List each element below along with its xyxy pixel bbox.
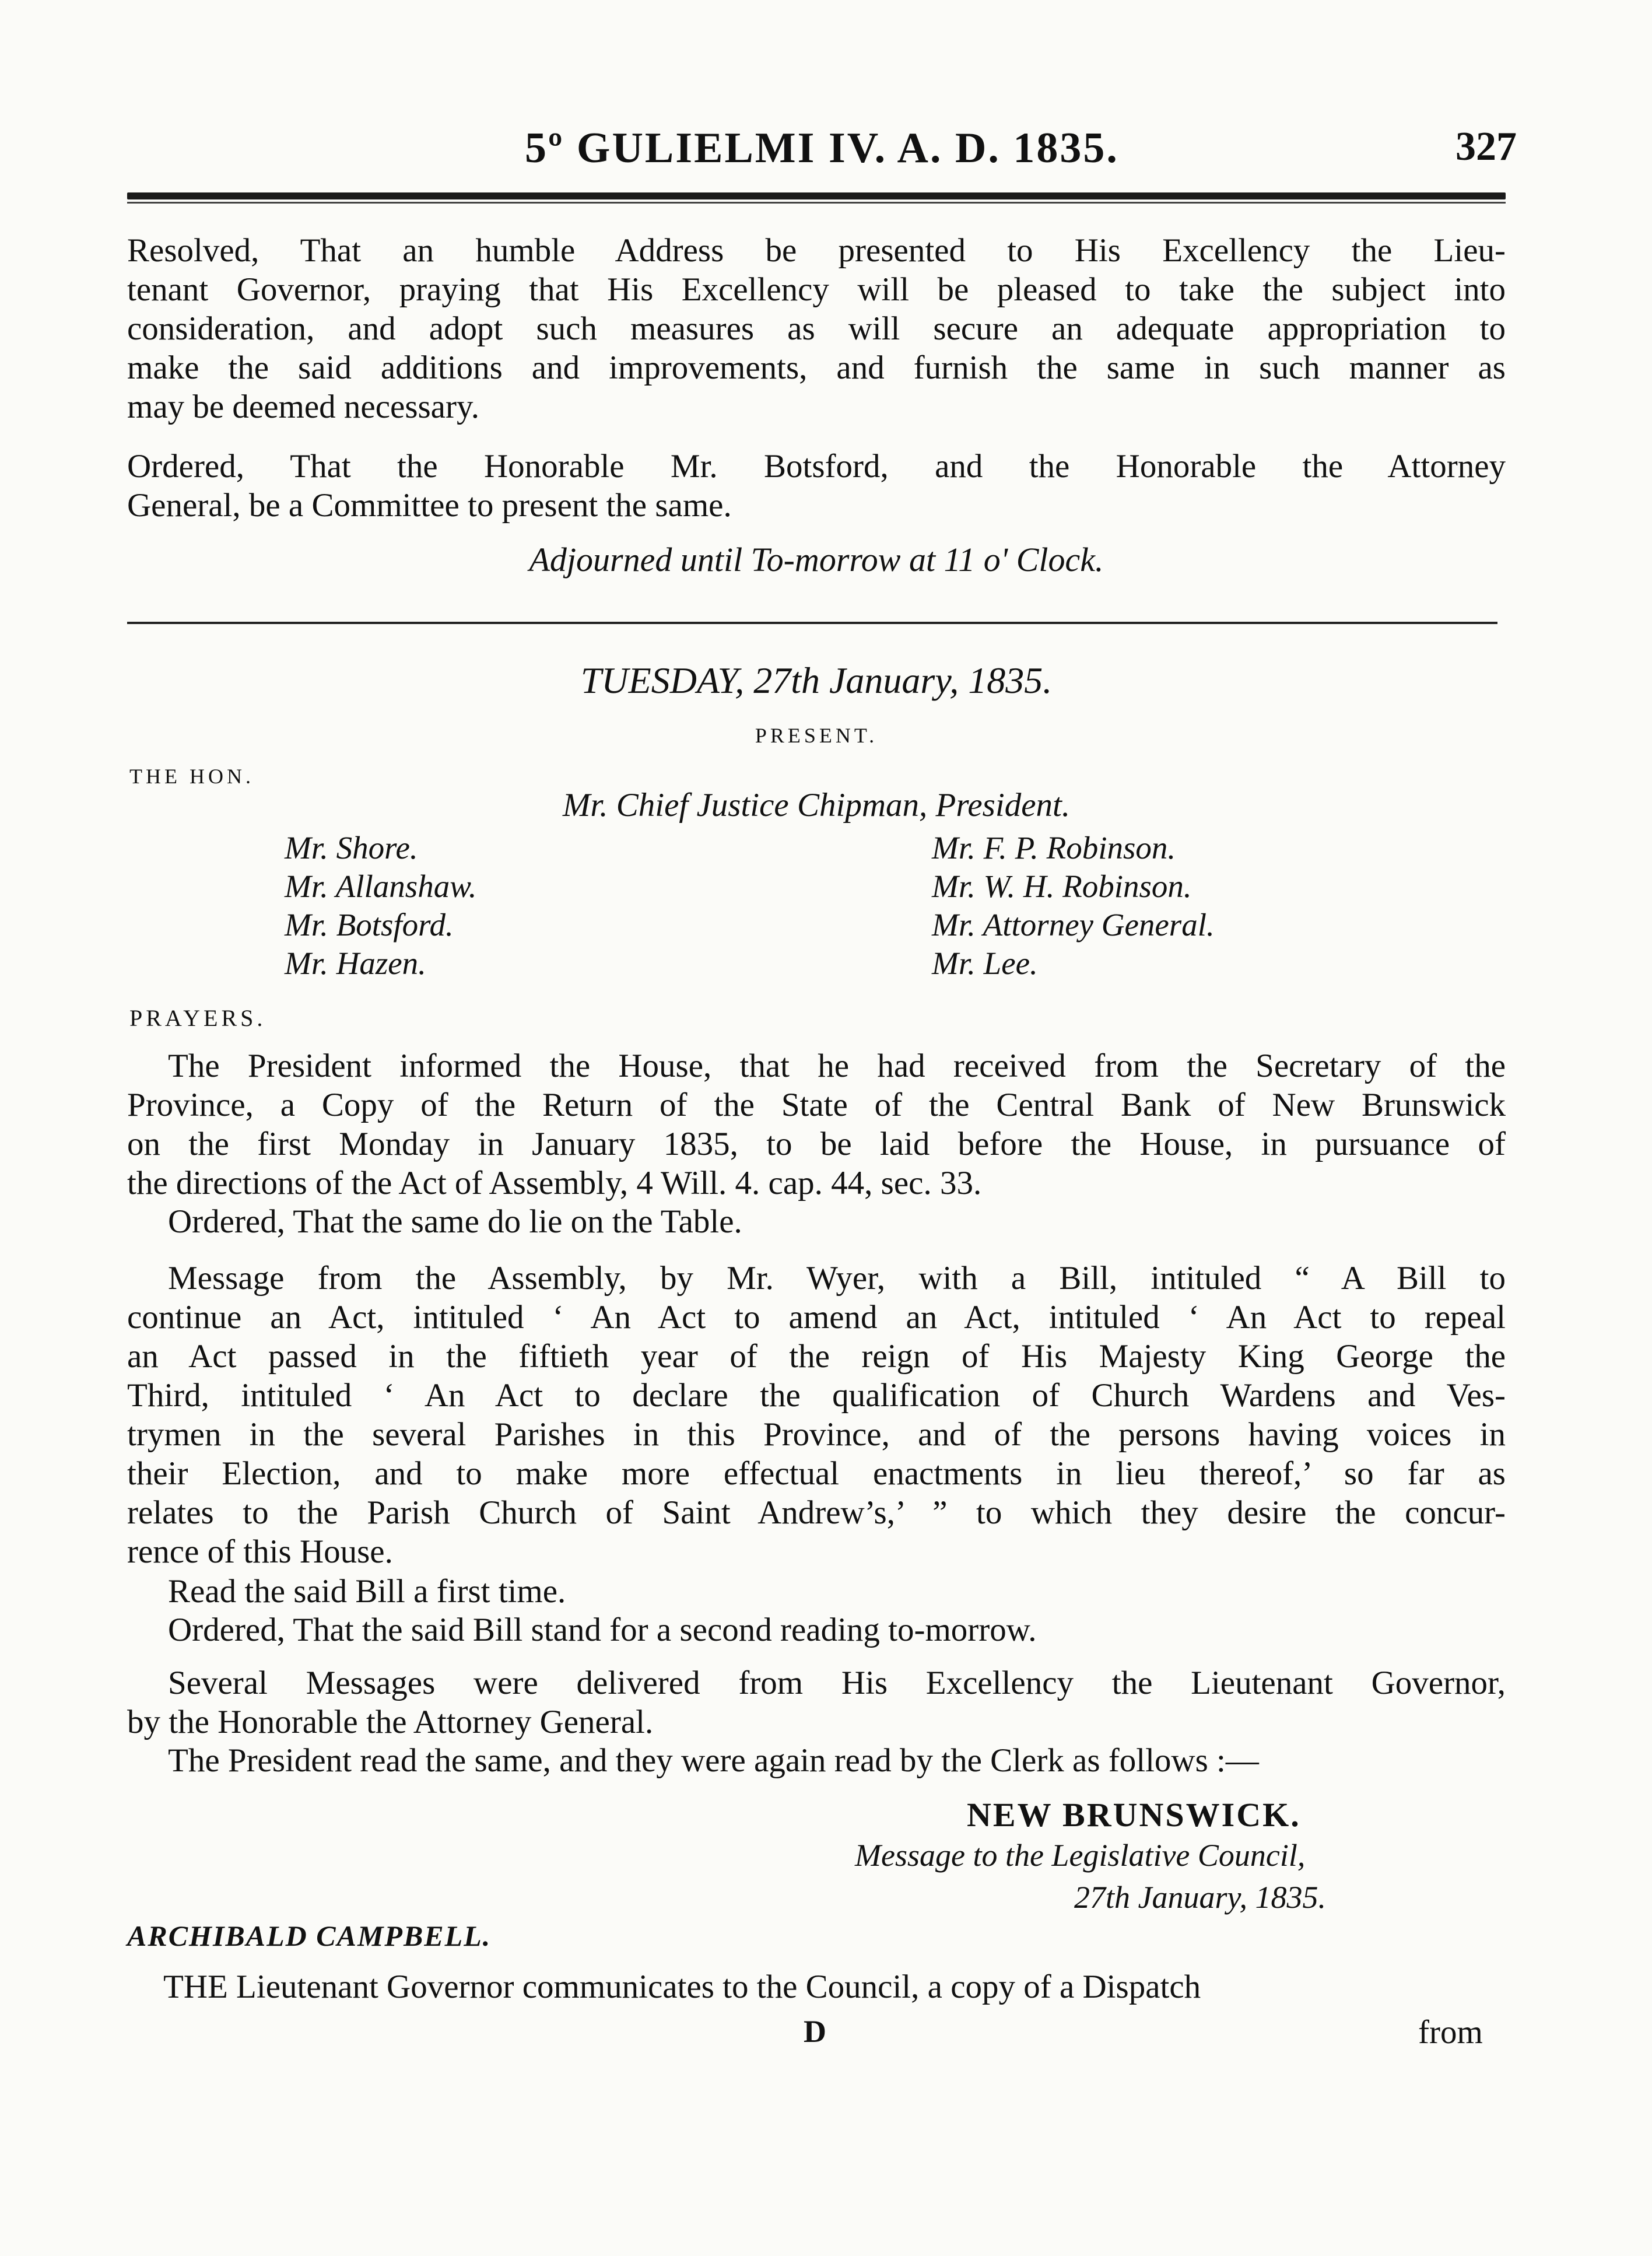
text-line: the directions of the Act of Assembly, 4 Will. 4. cap. 44, sec. 33. (127, 1165, 982, 1201)
text-line: their Election, and to make more effectual enactments in lieu thereof,’ so far as (127, 1455, 1506, 1492)
text-line: trymen in the several Parishes in this Province, and of the persons having voices in (127, 1416, 1506, 1453)
ordered-committee-paragraph (127, 447, 1506, 525)
header-rule-thin (127, 202, 1506, 204)
present-label: PRESENT. (755, 724, 878, 747)
president-read-line: The President read the same, and they were again read by the Clerk as follows :— (168, 1742, 1259, 1779)
ordered-second-line: Ordered, That the said Bill stand for a second reading to-morrow. (168, 1612, 1037, 1648)
president-line: Mr. Chief Justice Chipman, President. (562, 787, 1071, 824)
hon-label: THE HON. (129, 765, 254, 788)
text-line: Third, intituled ‘ An Act to declare the qualification of Church Wardens and Ves- (127, 1377, 1506, 1414)
member-right: Mr. W. H. Robinson. (932, 868, 1192, 904)
text-line: on the first Monday in January 1835, to be laid before the House, in pursuance of (127, 1126, 1506, 1162)
read-first-line: Read the said Bill a first time. (168, 1573, 566, 1610)
text-line: The President informed the House, that he had received from the Secretary of the (168, 1048, 1506, 1084)
text-line: continue an Act, intituled ‘ An Act to amend an Act, intituled ‘ An Act to repeal (127, 1299, 1506, 1336)
member-left: Mr. Hazen. (285, 945, 426, 981)
signature-mark: D (804, 2014, 826, 2049)
member-right: Mr. F. P. Robinson. (932, 830, 1176, 866)
running-title: 5º GULIELMI IV. A. D. 1835. (525, 124, 1119, 172)
message-paragraph (127, 1259, 1506, 1571)
text-line: General, be a Committee to present the same. (127, 487, 732, 524)
message-recipient: Message to the Legislative Council, (855, 1838, 1306, 1873)
sitting-date-heading: TUESDAY, 27th January, 1835. (580, 660, 1053, 701)
resolved-paragraph (127, 231, 1506, 426)
member-right: Mr. Lee. (932, 945, 1038, 981)
text-line: by the Honorable the Attorney General. (127, 1704, 654, 1740)
member-left: Mr. Shore. (285, 830, 418, 866)
text-line: Province, a Copy of the Return of the State of the Central Bank of New Brunswick (127, 1087, 1506, 1123)
text-line: an Act passed in the fiftieth year of the reign of His Majesty King George the (127, 1338, 1506, 1375)
text-line: Message from the Assembly, by Mr. Wyer, with a Bill, intituled “ A Bill to (168, 1260, 1506, 1297)
text-line: make the said additions and improvements, and furnish the same in such manner as (127, 349, 1506, 386)
ordered-table-line: Ordered, That the same do lie on the Table. (168, 1203, 742, 1240)
signatory-name: ARCHIBALD CAMPBELL. (127, 1919, 492, 1952)
member-right: Mr. Attorney General. (932, 907, 1215, 943)
member-left: Mr. Botsford. (285, 907, 454, 943)
president-informed-paragraph (127, 1046, 1506, 1203)
text-line: relates to the Parish Church of Saint Andrew’s,’ ” to which they desire the concur- (127, 1494, 1506, 1531)
several-messages-paragraph (127, 1663, 1506, 1742)
section-divider (127, 622, 1497, 624)
message-province: NEW BRUNSWICK. (967, 1796, 1301, 1834)
text-line: Ordered, That the Honorable Mr. Botsford, and the Honorable the Attorney (127, 448, 1506, 485)
text-line: Several Messages were delivered from His Excellency the Lieutenant Governor, (168, 1665, 1506, 1701)
text-line: Resolved, That an humble Address be presented to His Excellency the Lieu- (127, 232, 1506, 269)
adjourned-line: Adjourned until To-morrow at 11 o' Clock. (529, 541, 1104, 579)
text-line: tenant Governor, praying that His Excellency will be pleased to take the subject into (127, 271, 1506, 308)
prayers-label: PRAYERS. (129, 1005, 266, 1031)
text-line: consideration, and adopt such measures as will secure an adequate appropriation to (127, 310, 1506, 347)
text-line: rence of this House. (127, 1533, 393, 1570)
message-opening-line: THE Lieutenant Governor communicates to the Council, a copy of a Dispatch (163, 1968, 1201, 2005)
catchword: from (1418, 2014, 1483, 2051)
header-rule (127, 192, 1506, 199)
member-left: Mr. Allanshaw. (285, 868, 477, 904)
text-line: may be deemed necessary. (127, 388, 480, 425)
page-number: 327 (1455, 124, 1517, 169)
message-date: 27th January, 1835. (1074, 1880, 1326, 1915)
